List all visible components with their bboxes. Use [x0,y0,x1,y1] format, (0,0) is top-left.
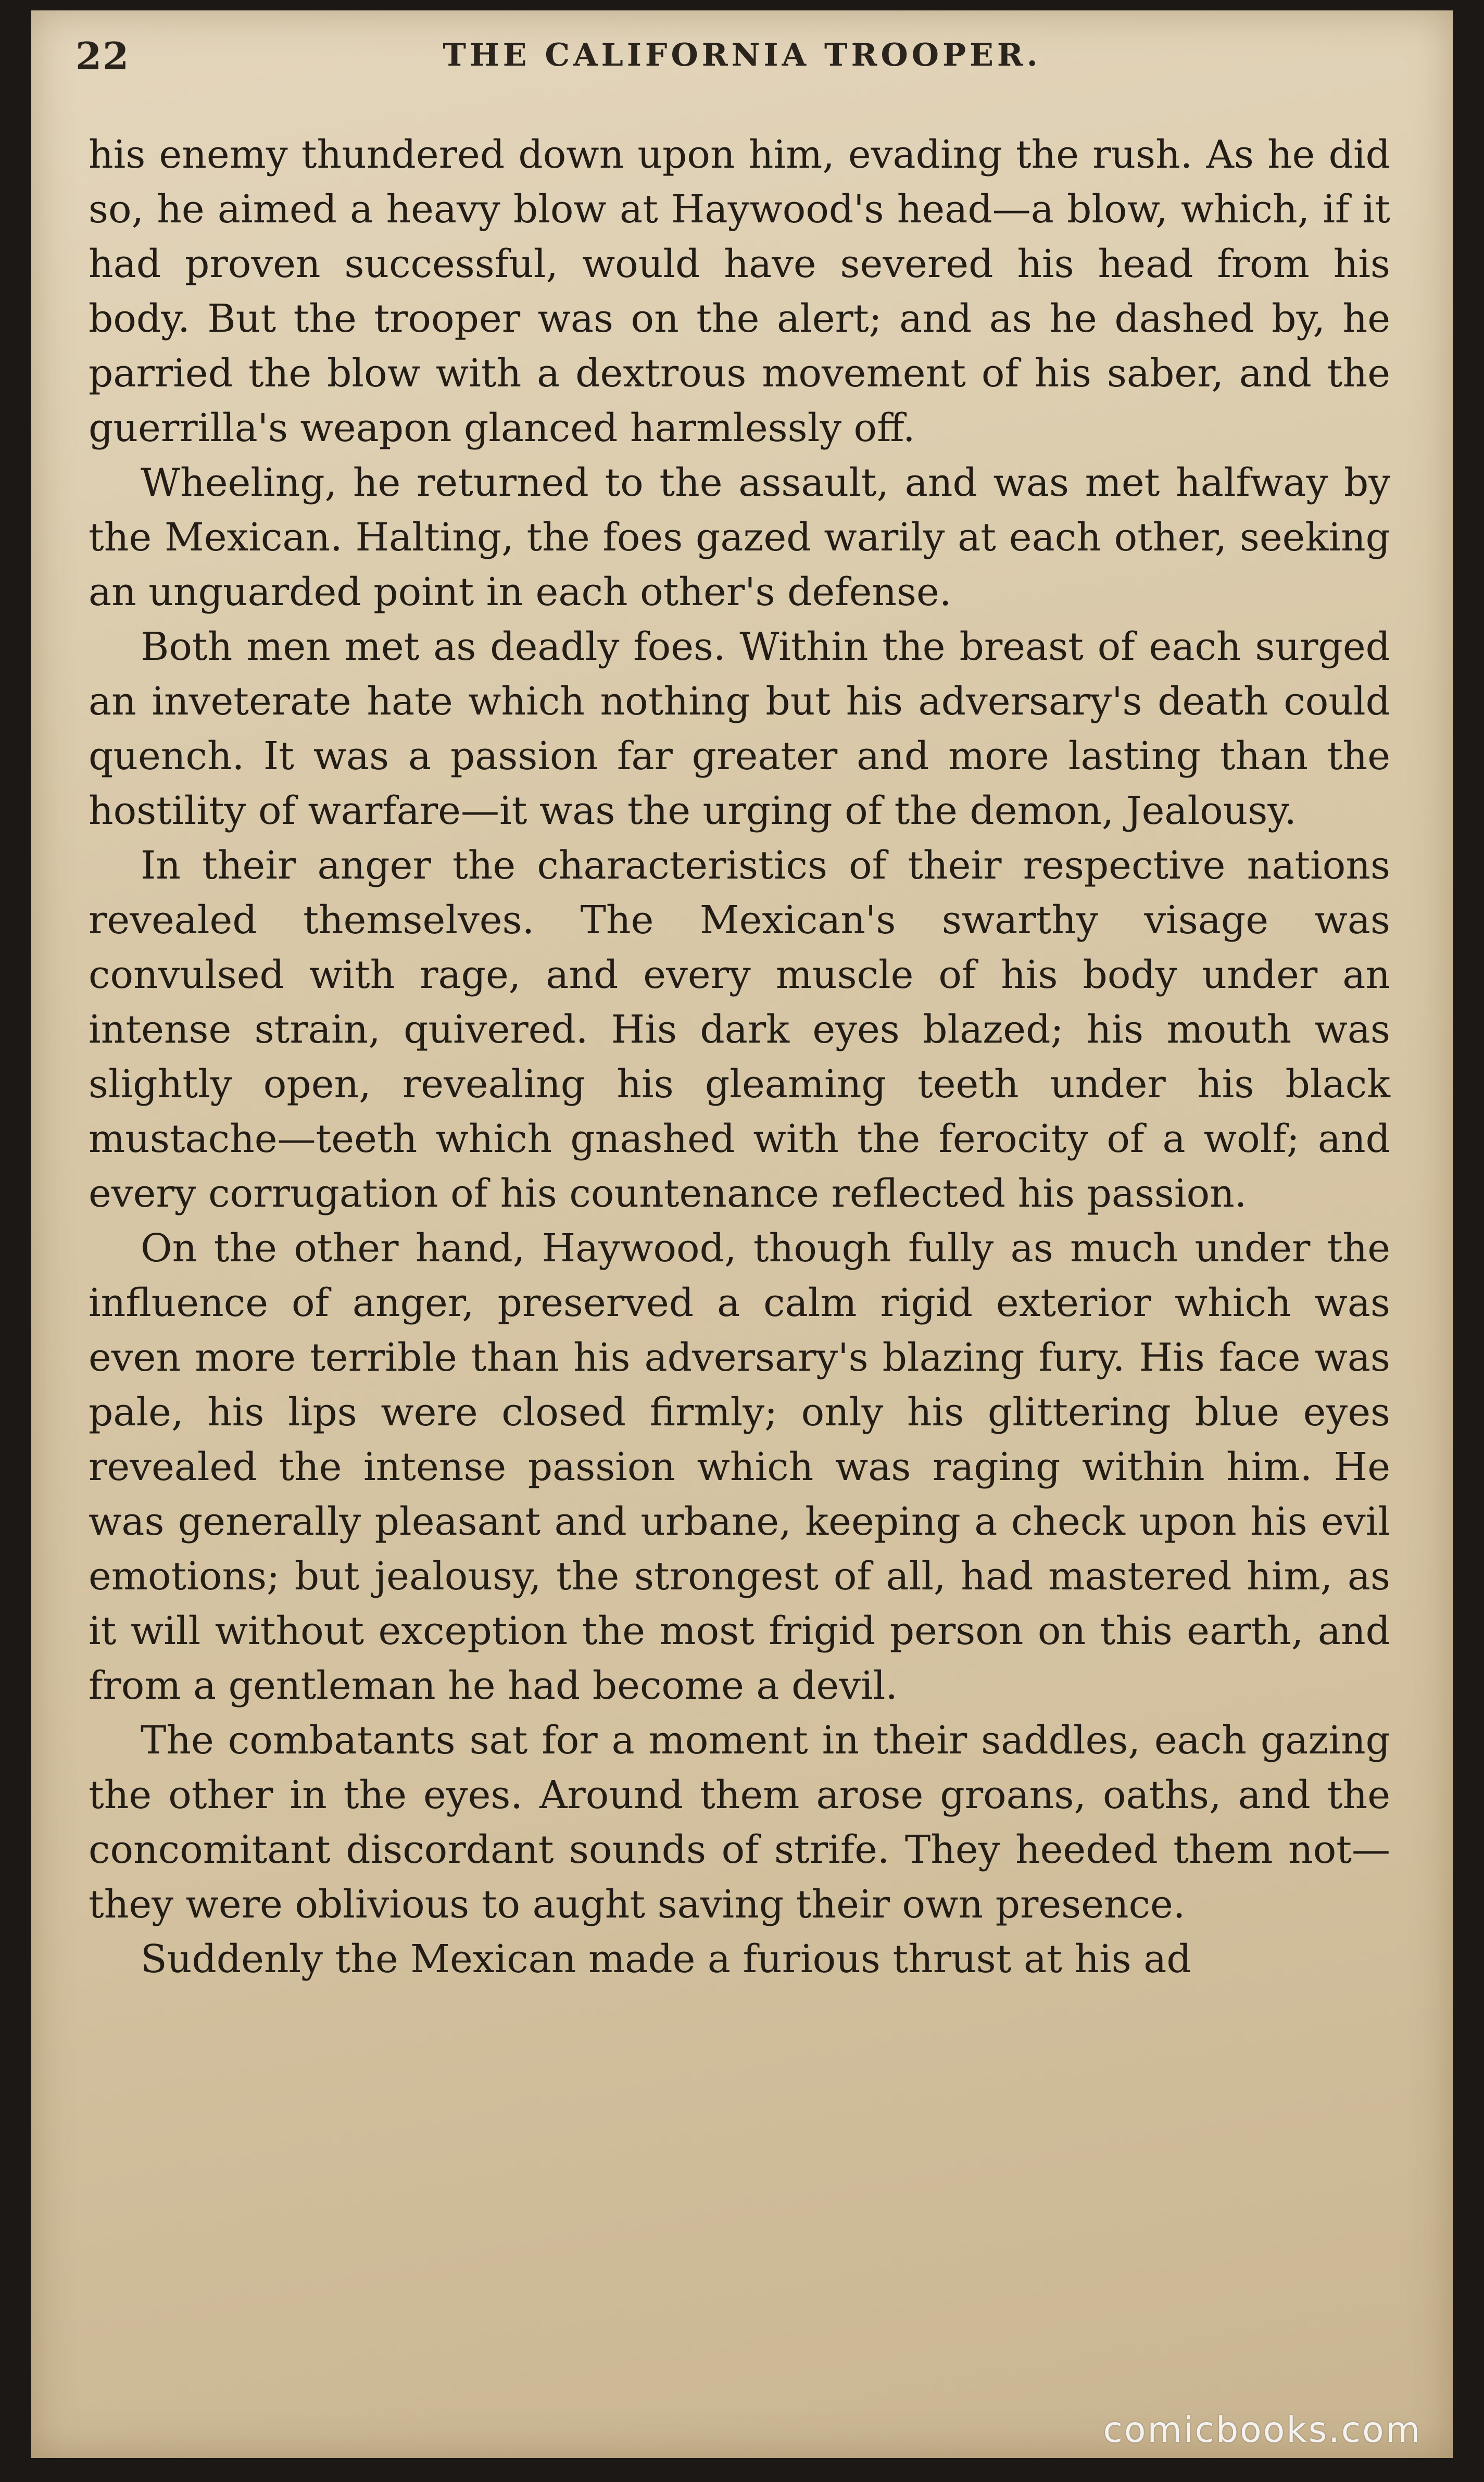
paragraph: Suddenly the Mexican made a furious thrust at his ad [141,1937,1191,1982]
paragraph: The combatants sat for a moment in their saddles, each gazing the other in the eyes. Around them arose groans, oaths, and the concomitant discordant sounds of strife. They heeded them not—they were oblivious to aught saving their own presence. [89,1718,1390,1927]
book-page [31,10,1453,2458]
paragraph: Both men met as deadly foes. Within the breast of each surged an inveterate hate which nothing but his adversary's death could quench. It was a passion far greater and more lasting than the hostility of warfare—it was the urging of the demon, Jealousy. [89,624,1390,833]
watermark: comicbooks.com [1103,2410,1422,2451]
body-text [89,128,1390,1987]
paragraph: In their anger the characteristics of their respective nations revealed themselves. The Mexican's swarthy visage was convulsed with rage, and every muscle of his body under an intense strain, quivered. His dark eyes blazed; his mouth was slightly open, revealing his gleaming teeth under his black mustache—teeth which gnashed with the ferocity of a wolf; and every corrugation of his countenance reflected his passion. [89,843,1390,1216]
page-header [76,34,1408,96]
paragraph: his enemy thundered down upon him, evading the rush. As he did so, he aimed a heavy blow at Haywood's head—a blow, which, if it had proven successful, would have severed his head from his body. But the trooper was on the alert; and as he dashed by, he parried the blow with a dextrous movement of his saber, and the guerrilla's weapon glanced harmlessly off. [89,132,1390,450]
running-head: THE CALIFORNIA TROOPER. [443,37,1041,73]
page-number: 22 [76,34,130,78]
paragraph: On the other hand, Haywood, though fully as much under the influence of anger, preserved a calm rigid exterior which was even more terrible than his adversary's blazing fury. His face was pale, his lips were closed firmly; only his glittering blue eyes revealed the intense passion which was raging within him. He was generally pleasant and urbane, keeping a check upon his evil emotions; but jealousy, the strongest of all, had mastered him, as it will without exception the most frigid person on this earth, and from a gentleman he had become a devil. [89,1226,1390,1708]
paragraph: Wheeling, he returned to the assault, and was met halfway by the Mexican. Halting, the foes gazed warily at each other, seeking an unguarded point in each other's defense. [89,460,1390,615]
